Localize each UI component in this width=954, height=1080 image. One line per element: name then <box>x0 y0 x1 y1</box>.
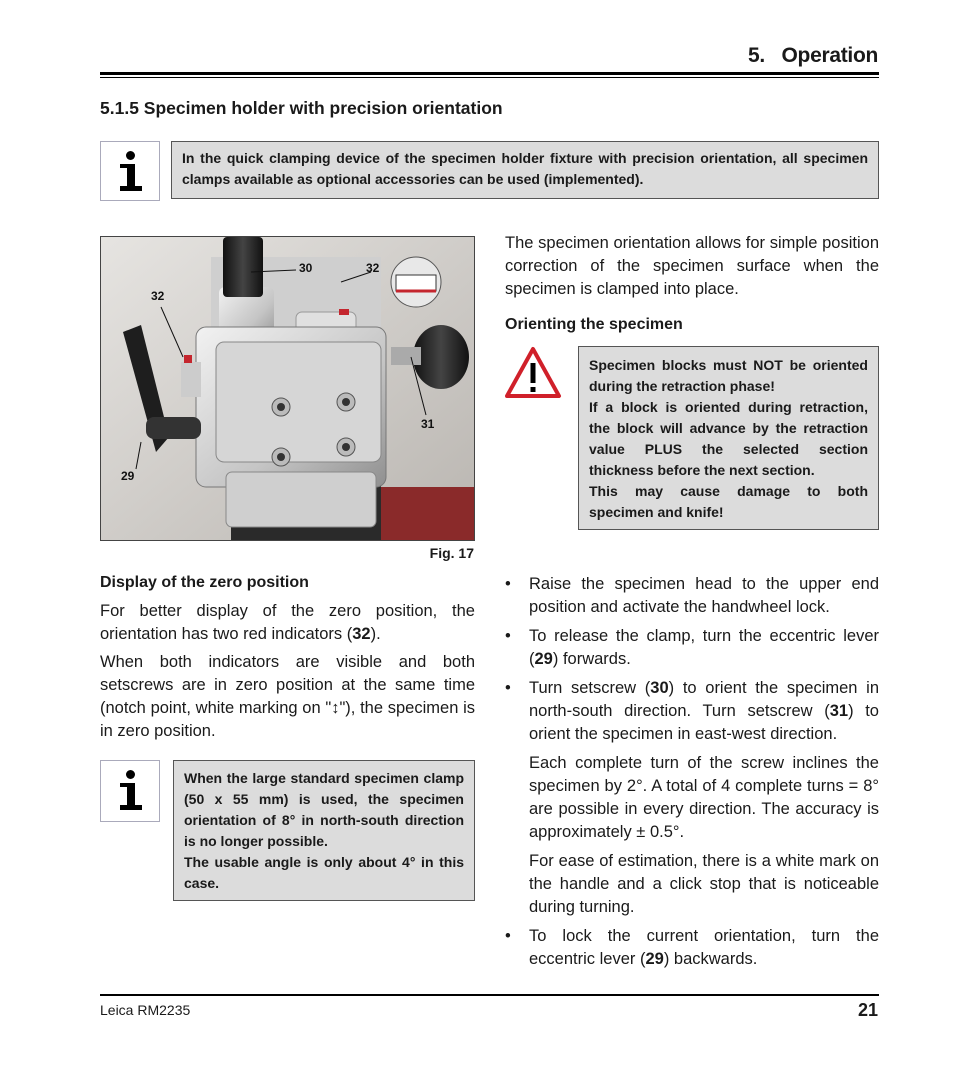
bullet-4: • <box>505 927 511 945</box>
callout-31: 31 <box>421 417 435 431</box>
info-icon-2 <box>100 760 160 822</box>
bullet-1: • <box>505 575 511 593</box>
warning-line-3: This may cause damage to both specimen and knife! <box>589 483 868 520</box>
step-3-n1: 30 <box>650 679 669 697</box>
right-intro <box>505 232 879 301</box>
info-note-top-text: In the quick clamping device of the specimen holder fixture with precision orientation, all specimen clamps available as optional accessories can be used (implemented). <box>182 150 868 187</box>
specimen-holder-photo <box>101 237 475 541</box>
page-number: 21 <box>857 1000 878 1020</box>
step-3-n2: 31 <box>829 702 849 720</box>
info-note-bottom-1: When the large standard specimen clamp (50 x 55 mm) is used, the specimen orientation of 8° in north-south direction is no longer possible. <box>184 770 464 849</box>
step-2-post: ) forwards. <box>552 650 631 668</box>
warning-line-2: If a block is oriented during retraction, the block will advance by the retraction value PLUS the selected section thickness before the next section. <box>589 399 868 478</box>
warning-line-1: Specimen blocks must NOT be oriented during the retraction phase! <box>589 357 868 394</box>
zero-position-heading: Display of the zero position <box>100 574 309 591</box>
right-intro-text: The specimen orientation allows for simple position correction of the specimen surface when the specimen is clamped into place. <box>505 234 879 298</box>
zero-position-text <box>100 600 475 743</box>
step-3-detail-2: For ease of estimation, there is a white mark on the handle and a click stop that is noticeable during turning. <box>529 852 879 916</box>
step-3-a: Turn setscrew ( <box>529 679 651 697</box>
step-4-pre: To lock the current orientation, turn the eccentric lever ( <box>529 927 879 968</box>
callout-30: 30 <box>299 261 313 275</box>
orienting-heading: Orienting the specimen <box>505 316 683 333</box>
chapter-header: 5. Operation <box>748 44 878 67</box>
header-rule-thin <box>100 77 879 78</box>
figure-caption: Fig. 17 <box>429 545 474 561</box>
zero-p1-post: ). <box>370 625 381 643</box>
info-note-bottom-2: The usable angle is only about 4° in this case. <box>184 854 464 891</box>
step-4-post: ) backwards. <box>663 950 758 968</box>
warning-icon <box>504 346 562 400</box>
step-4-num: 29 <box>645 950 664 968</box>
callout-29: 29 <box>121 469 135 483</box>
step-3-c: ) to orient the specimen in east-west direction. <box>529 702 879 743</box>
header-rule-thick <box>100 72 879 75</box>
footer-rule <box>100 994 879 996</box>
info-note-top <box>171 141 879 199</box>
footer-product: Leica RM2235 <box>100 1002 191 1018</box>
step-2 <box>529 625 879 671</box>
zero-position-p2: When both indicators are visible and both setscrews are in zero position at the same time (notch point, white marking on "↕"), the specimen is in zero position. <box>100 653 475 740</box>
zero-p1-num: 32 <box>352 625 371 643</box>
step-3 <box>529 677 879 746</box>
zero-position-p1 <box>100 600 475 646</box>
info-note-bottom <box>173 760 475 901</box>
step-2-num: 29 <box>534 650 553 668</box>
step-2-pre: To release the clamp, turn the eccentric lever ( <box>529 627 879 668</box>
step-1: Raise the specimen head to the upper end position and activate the handwheel lock. <box>529 575 879 616</box>
step-3-detail-1: Each complete turn of the screw inclines the specimen by 2°. A total of 4 complete turns = 8° are possible in every direction. The accuracy is approximately ± 0.5°. <box>529 754 879 841</box>
figure-photo <box>100 236 475 541</box>
warning-note <box>578 346 879 530</box>
zero-p1-pre: For better display of the zero position, the orientation has two red indicators ( <box>100 602 475 643</box>
bullet-2: • <box>505 627 511 645</box>
section-title: 5.1.5 Specimen holder with precision orientation <box>100 98 503 118</box>
callout-32-left: 32 <box>151 289 165 303</box>
bullet-3: • <box>505 679 511 697</box>
step-3-b: ) to orient the specimen in north-south direction. Turn setscrew ( <box>529 679 879 720</box>
callout-32-right: 32 <box>366 261 380 275</box>
info-icon <box>100 141 160 201</box>
step-4 <box>529 925 879 971</box>
